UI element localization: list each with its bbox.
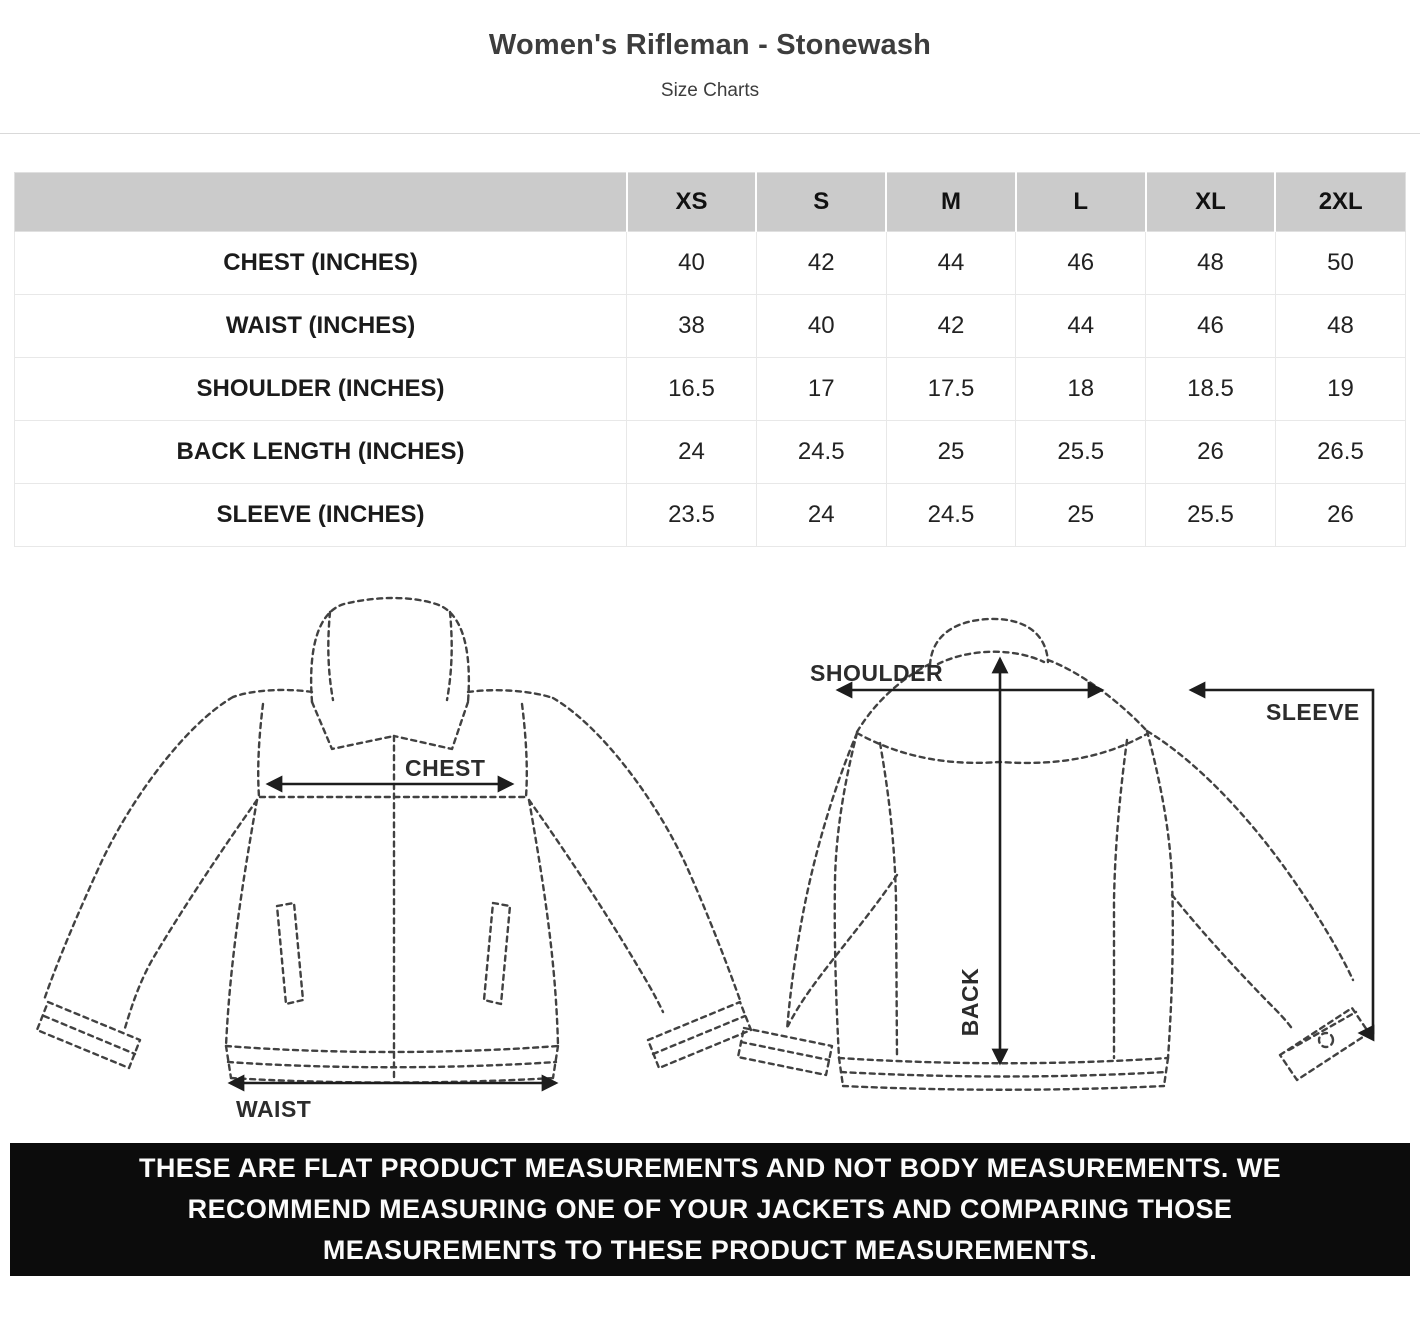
- size-table: [14, 172, 1406, 547]
- measurement-value-cell: 26: [1146, 421, 1276, 484]
- size-table-row: [15, 232, 1406, 295]
- disclaimer-line: MEASUREMENTS TO THESE PRODUCT MEASUREMENTS.: [322, 1235, 1098, 1265]
- disclaimer-line: THESE ARE FLAT PRODUCT MEASUREMENTS AND NOT BODY MEASUREMENTS. WE: [138, 1153, 1282, 1183]
- measurement-value-cell: 24.5: [756, 421, 886, 484]
- measurement-value-cell: 48: [1275, 295, 1405, 358]
- size-column-header: XL: [1146, 173, 1276, 232]
- measurement-row-label: BACK LENGTH (INCHES): [15, 421, 627, 484]
- measurement-value-cell: 48: [1146, 232, 1276, 295]
- measurement-value-cell: 16.5: [627, 358, 757, 421]
- size-table-row: [15, 358, 1406, 421]
- back-label: BACK: [957, 967, 983, 1037]
- measurement-value-cell: 23.5: [627, 484, 757, 547]
- size-table-row: [15, 484, 1406, 547]
- measurement-value-cell: 17: [756, 358, 886, 421]
- sleeve-label: SLEEVE: [1266, 699, 1360, 725]
- measurement-row-label: WAIST (INCHES): [15, 295, 627, 358]
- measurement-value-cell: 38: [627, 295, 757, 358]
- page-subtitle: Size Charts: [660, 80, 760, 101]
- measurement-value-cell: 19: [1275, 358, 1405, 421]
- size-table-corner-cell: [15, 173, 627, 232]
- header-divider: [0, 133, 1420, 134]
- measurement-value-cell: 26.5: [1275, 421, 1405, 484]
- size-column-header: M: [886, 173, 1016, 232]
- measurement-value-cell: 18.5: [1146, 358, 1276, 421]
- measurement-value-cell: 40: [756, 295, 886, 358]
- disclaimer-line: RECOMMEND MEASURING ONE OF YOUR JACKETS AND COMPARING THOSE: [187, 1194, 1233, 1224]
- size-table-wrap: [14, 172, 1406, 547]
- chest-label: CHEST: [405, 755, 486, 781]
- measurement-row-label: SLEEVE (INCHES): [15, 484, 627, 547]
- measurement-value-cell: 25.5: [1016, 421, 1146, 484]
- size-table-row: [15, 421, 1406, 484]
- measurement-value-cell: 24: [756, 484, 886, 547]
- measurement-value-cell: 40: [627, 232, 757, 295]
- measurement-value-cell: 44: [886, 232, 1016, 295]
- measurement-value-cell: 18: [1016, 358, 1146, 421]
- measurement-value-cell: 42: [756, 232, 886, 295]
- size-column-header: 2XL: [1275, 173, 1405, 232]
- page-title: Women's Rifleman - Stonewash: [488, 29, 932, 61]
- measurement-value-cell: 24.5: [886, 484, 1016, 547]
- sleeve-arrow: [1191, 690, 1373, 1033]
- measurement-value-cell: 44: [1016, 295, 1146, 358]
- size-column-header: XS: [627, 173, 757, 232]
- measurement-value-cell: 50: [1275, 232, 1405, 295]
- measurement-row-label: CHEST (INCHES): [15, 232, 627, 295]
- page-header: [0, 0, 1420, 134]
- front-jacket-sketch: [37, 598, 751, 1083]
- measurement-value-cell: 25: [1016, 484, 1146, 547]
- jacket-measurement-diagram: [0, 548, 1420, 1148]
- measurement-value-cell: 25.5: [1146, 484, 1276, 547]
- measurement-value-cell: 26: [1275, 484, 1405, 547]
- measurement-row-label: SHOULDER (INCHES): [15, 358, 627, 421]
- measurement-value-cell: 42: [886, 295, 1016, 358]
- size-column-header: S: [756, 173, 886, 232]
- waist-label: WAIST: [236, 1096, 312, 1122]
- measurement-value-cell: 46: [1146, 295, 1276, 358]
- measurement-value-cell: 46: [1016, 232, 1146, 295]
- shoulder-label: SHOULDER: [810, 660, 944, 686]
- measurement-disclaimer-banner: [10, 1143, 1410, 1276]
- measurement-value-cell: 25: [886, 421, 1016, 484]
- measurement-value-cell: 24: [627, 421, 757, 484]
- size-column-header: L: [1016, 173, 1146, 232]
- size-table-row: [15, 295, 1406, 358]
- measurement-value-cell: 17.5: [886, 358, 1016, 421]
- size-table-header-row: [15, 173, 1406, 232]
